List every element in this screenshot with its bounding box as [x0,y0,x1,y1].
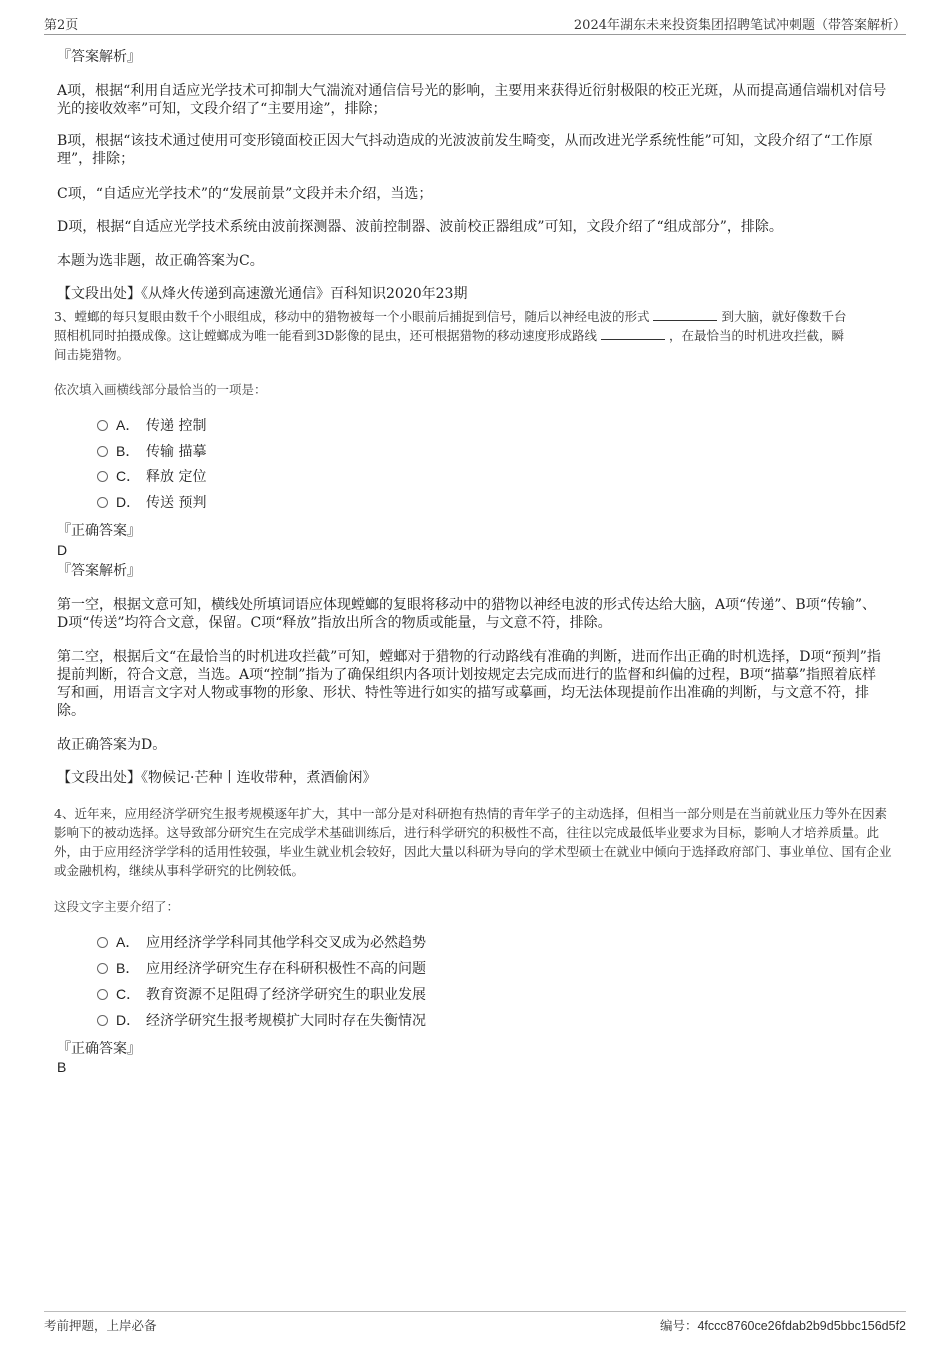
radio-icon[interactable] [97,963,108,974]
q4-prompt: 这段文字主要介绍了： [54,899,180,914]
q3-answer: D [57,542,68,558]
document-title: 2024年湖东未来投资集团招聘笔试冲刺题（带答案解析） [573,18,906,33]
q4-option-c[interactable]: C． 教育资源不足阻碍了经济学研究生的职业发展 [97,984,426,1004]
q3-analysis-label: 『答案解析』 [57,563,141,579]
q3-stem-part-4: ，在最恰当的时机进攻拦截，瞬 [668,328,844,343]
page-number: 第2页 [44,18,79,33]
radio-icon[interactable] [97,937,108,948]
q3-stem-part-3: 照相机同时拍摄成像。这让螳螂成为唯一能看到3D影像的昆虫，还可根据猎物的移动速度形成路线 [54,328,597,343]
q3-stem-part-2: 到大脑，就好像数千台 [721,309,847,324]
q3-option-a[interactable]: A． 传递 控制 [97,415,206,435]
q2-source: 【文段出处】《从烽火传递到高速激光通信》百科知识2020年23期 [57,286,468,302]
page-header [44,14,906,35]
q3-option-b[interactable]: B． 传输 描摹 [97,441,206,461]
q3-option-c[interactable]: C． 释放 定位 [97,466,206,486]
page-footer [44,1311,906,1336]
q4-stem: 4、近年来，应用经济学研究生报考规模逐年扩大，其中一部分是对科研抱有热情的青年学子的主动选择，但相当一部分则是在当前就业压力等外在因素影响下的被动选择。这导致部分研究生在完成学术基础训练后，进行科学研究的积极性不高，往往以完成最低毕业要求为目标，影响人才培养质量。此外，由于应用经济学学科的适用性较强，毕业生就业机会较好，因此大量以科研为导向的学术型硕士在就业中倾向于选择政府部门、事业单位、国有企业或金融机构，继续从事科学研究的比例较低。 [54,806,892,878]
q3-analysis-1: 第一空，根据文意可知，横线处所填词语应体现螳螂的复眼将移动中的猎物以神经电波的形式传达给大脑，A项“传递”、B项“传输”、D项“传送”均符合文意，保留。C项“释放”指放出所含的物质或能量，与文意不符，排除。 [57,597,877,631]
radio-icon[interactable] [97,471,108,482]
radio-icon[interactable] [97,497,108,508]
q2-analysis-label: 『答案解析』 [57,49,141,65]
q3-option-d[interactable]: D． 传送 预判 [97,492,206,512]
q4-option-d[interactable]: D． 经济学研究生报考规模扩大同时存在失衡情况 [97,1010,426,1030]
q3-stem-part-1: 3、螳螂的每只复眼由数千个小眼组成，移动中的猎物被每一个小眼前后捕捉到信号，随后以神经电波的形式 [54,309,650,324]
fill-blank-1 [653,309,717,321]
q4-answer: B [57,1059,67,1075]
radio-icon[interactable] [97,1015,108,1026]
radio-icon[interactable] [97,446,108,457]
q4-option-a[interactable]: A． 应用经济学学科同其他学科交叉成为必然趋势 [97,932,426,952]
q3-answer-label: 『正确答案』 [57,523,141,539]
radio-icon[interactable] [97,989,108,1000]
document-code: 编号：4fccc8760ce26fdab2b9d5bbc156d5f2 [659,1319,906,1333]
q3-conclusion: 故正确答案为D。 [57,737,167,753]
fill-blank-2 [601,328,665,340]
q2-analysis-c: C项，“自适应光学技术”的“发展前景”文段并未介绍，当选； [57,186,433,202]
q3-stem [54,307,894,364]
footer-slogan: 考前押题，上岸必备 [44,1318,157,1333]
q3-analysis-2: 第二空，根据后文“在最恰当的时机进攻拦截”可知，螳螂对于猎物的行动路线有准确的判断，进而作出正确的时机选择，D项“预判”指提前判断，符合文意，当选。A项“控制”指为了确保组织内各项计划按规定去完成而进行的监督和纠偏的过程，B项“描摹”指照着底样写和画，用语言文字对人物或事物的形象、形状、特性等进行如实的描写或摹画，均无法体现提前作出准确的判断，与文意不符，排除。 [57,649,881,719]
q3-stem-part-5: 间击毙猎物。 [54,347,130,362]
q2-analysis-d: D项，根据“自适应光学技术系统由波前探测器、波前控制器、波前校正器组成”可知，文段介绍了“组成部分”，排除。 [57,219,783,235]
q4-answer-label: 『正确答案』 [57,1041,141,1057]
q3-source: 【文段出处】《物候记·芒种丨连收带种，煮酒偷闲》 [57,770,377,786]
q4-option-b[interactable]: B． 应用经济学研究生存在科研积极性不高的问题 [97,958,426,978]
q2-conclusion: 本题为选非题，故正确答案为C。 [57,253,264,269]
radio-icon[interactable] [97,420,108,431]
q3-prompt: 依次填入画横线部分最恰当的一项是： [54,382,267,397]
q2-analysis-a: A项，根据“利用自适应光学技术可抑制大气湍流对通信信号光的影响，主要用来获得近衍射极限的校正光斑，从而提高通信端机对信号光的接收效率”可知，文段介绍了“主要用途”，排除； [57,83,887,117]
q2-analysis-b: B项，根据“该技术通过使用可变形镜面校正因大气抖动造成的光波波前发生畸变，从而改进光学系统性能”可知，文段介绍了“工作原理”，排除； [57,133,873,167]
